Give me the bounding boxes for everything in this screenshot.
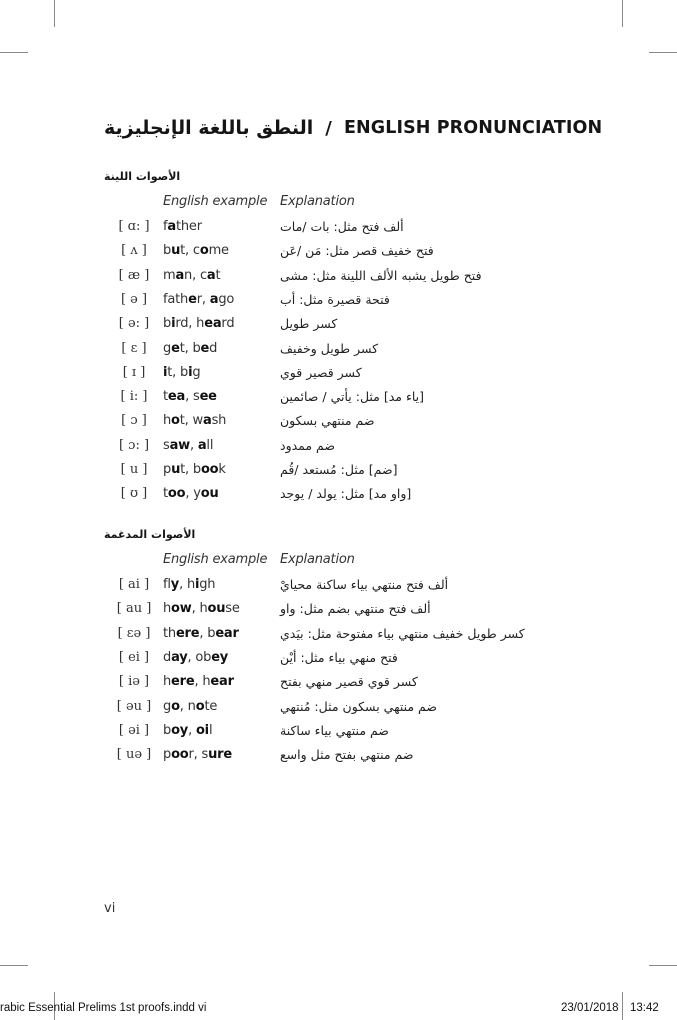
- arabic-explanation: كسر طويل وخفيف: [280, 340, 379, 356]
- ipa-symbol: [ ɔ ]: [121, 413, 147, 429]
- example-highlight: oi: [195, 722, 209, 738]
- crop-mark-top-left: [54, 0, 55, 27]
- example-highlight: oy: [171, 722, 189, 738]
- table-row: [0, 219, 677, 243]
- ipa-symbol: [ ɔ: ]: [118, 437, 150, 453]
- example-text: g: [163, 698, 172, 714]
- ipa-symbol: [ ɪ ]: [122, 364, 146, 380]
- example-highlight: a: [167, 219, 176, 234]
- column-header-example: English example: [163, 194, 268, 209]
- slug-time: 13:42: [630, 1002, 659, 1014]
- example-highlight: ea: [167, 389, 186, 405]
- ipa-symbol: [ ə ]: [120, 291, 148, 307]
- example-text: , y: [185, 486, 201, 502]
- arabic-explanation: ألف فتح منتهي بياء ساكنة محيايْ: [280, 577, 449, 592]
- table-row: [0, 699, 677, 723]
- example-text: t, b: [180, 462, 201, 477]
- ipa-symbol: [ ɑ: ]: [118, 219, 150, 234]
- example-text: s: [163, 437, 170, 453]
- table-row: [0, 438, 677, 462]
- column-header-example-2: English example: [163, 552, 268, 567]
- example-highlight: e: [188, 291, 197, 307]
- example-text: , h: [191, 601, 208, 617]
- ipa-symbol: [ æ ]: [118, 267, 150, 283]
- example-text: se: [225, 601, 240, 617]
- english-example: [163, 486, 219, 501]
- example-highlight: o: [171, 413, 180, 429]
- example-highlight: oo: [171, 747, 189, 763]
- example-highlight: ou: [207, 601, 226, 617]
- crop-mark-top-right: [622, 0, 623, 27]
- ipa-symbol: [ uə ]: [116, 747, 152, 763]
- arabic-explanation: كسر طويل: [280, 316, 338, 332]
- example-text: ,: [189, 437, 198, 453]
- title-separator: /: [325, 117, 332, 139]
- ipa-symbol: [ ʌ ]: [121, 243, 147, 259]
- example-text: l: [208, 722, 213, 738]
- example-text: t, c: [180, 243, 200, 259]
- example-highlight: o: [171, 698, 180, 714]
- example-text: b: [163, 316, 172, 332]
- english-example: [163, 219, 202, 234]
- example-text: t: [163, 486, 168, 502]
- example-text: p: [163, 747, 172, 763]
- example-text: t: [215, 267, 221, 283]
- example-highlight: aw: [169, 437, 190, 453]
- example-text: d: [209, 340, 218, 356]
- example-text: b: [163, 243, 172, 259]
- table-row: [0, 413, 677, 437]
- table-row: [0, 723, 677, 747]
- english-example: [163, 601, 240, 616]
- english-example: [163, 413, 226, 428]
- english-example: [163, 577, 215, 592]
- example-text: t: [163, 389, 168, 405]
- table-row: [0, 747, 677, 771]
- example-text: , ob: [187, 649, 212, 665]
- arabic-explanation: [ضم] مثل: مُستعد /قُم: [280, 462, 398, 477]
- example-text: f: [163, 219, 168, 234]
- example-text: ,: [188, 722, 196, 738]
- example-text: d: [163, 649, 172, 665]
- table-row: [0, 316, 677, 340]
- english-example: [163, 650, 228, 665]
- english-example: [163, 674, 234, 689]
- example-text: rd: [221, 316, 235, 332]
- example-highlight: oo: [200, 462, 219, 477]
- example-text: go: [218, 291, 235, 307]
- example-highlight: i: [194, 577, 200, 592]
- arabic-explanation: ضم منتهي بياء ساكنة: [280, 722, 389, 738]
- example-text: rd, h: [175, 316, 205, 332]
- table-row: [0, 462, 677, 486]
- slug-date: 23/01/2018: [561, 1002, 619, 1014]
- english-example: [163, 268, 220, 283]
- arabic-explanation: ألف فتح منتهي بضم مثل: واو: [280, 601, 431, 617]
- crop-mark-right-top: [649, 52, 677, 53]
- example-highlight: a: [202, 413, 212, 429]
- example-highlight: o: [195, 698, 205, 714]
- ipa-symbol: [ əi ]: [118, 722, 150, 738]
- ipa-symbol: [ ei ]: [118, 649, 150, 665]
- example-text: , h: [179, 577, 195, 592]
- example-text: g: [163, 340, 172, 356]
- arabic-explanation: كسر طويل خفيف منتهي بياء مفتوحة مثل: بيَدي: [280, 625, 525, 641]
- example-highlight: oo: [167, 486, 186, 502]
- example-text: h: [163, 674, 172, 690]
- example-text: , n: [179, 698, 196, 714]
- example-highlight: ay: [171, 649, 188, 665]
- example-text: t, b: [167, 364, 189, 380]
- table-row: [0, 650, 677, 674]
- arabic-explanation: ضم ممدود: [280, 437, 335, 453]
- example-text: gh: [199, 577, 216, 592]
- column-header-explanation-2: Explanation: [280, 552, 355, 567]
- example-text: n, c: [184, 267, 207, 283]
- example-highlight: ere: [175, 625, 200, 641]
- english-example: [163, 438, 213, 453]
- ipa-symbol: [ ʊ ]: [120, 486, 148, 502]
- example-highlight: ear: [215, 625, 239, 641]
- arabic-explanation: فتح منهي بياء مثل: أيْن: [280, 649, 398, 665]
- example-text: me: [208, 243, 229, 259]
- arabic-explanation: ألف فتح مثل: بات /مات: [280, 219, 404, 234]
- table-row: [0, 486, 677, 510]
- example-text: r, s: [188, 747, 209, 763]
- example-highlight: o: [199, 243, 209, 259]
- table-row: [0, 577, 677, 601]
- english-example: [163, 699, 217, 714]
- example-text: ll: [206, 437, 214, 453]
- arabic-explanation: فتح طويل يشبه الألف اللينة مثل: مشى: [280, 267, 482, 283]
- ipa-symbol: [ u ]: [120, 462, 148, 477]
- example-text: t, b: [179, 340, 201, 356]
- example-text: g: [192, 364, 201, 380]
- arabic-explanation: فتحة قصيرة مثل: أب: [280, 291, 390, 307]
- ipa-symbol: [ au ]: [116, 601, 152, 617]
- column-header-explanation: Explanation: [280, 194, 355, 209]
- table-row: [0, 341, 677, 365]
- example-text: fl: [163, 577, 171, 592]
- example-text: , h: [194, 674, 211, 690]
- example-highlight: ee: [199, 389, 217, 405]
- example-highlight: ure: [208, 747, 233, 763]
- example-text: b: [163, 722, 172, 738]
- example-text: , b: [199, 625, 216, 641]
- arabic-explanation: ضم منتهي بسكون: [280, 413, 375, 429]
- arabic-explanation: ضم منتهي بفتح مثل واسع: [280, 747, 414, 763]
- example-highlight: ow: [171, 601, 192, 617]
- example-text: te: [204, 698, 218, 714]
- example-highlight: a: [206, 267, 216, 283]
- example-highlight: ea: [204, 316, 222, 332]
- slug-filename: rabic Essential Prelims 1st proofs.indd vi: [0, 1002, 207, 1014]
- page-title: [104, 114, 603, 142]
- page-number: vi: [104, 901, 116, 916]
- english-example: [163, 723, 212, 738]
- example-text: fath: [163, 291, 189, 307]
- example-highlight: y: [170, 577, 180, 592]
- example-text: ther: [175, 219, 202, 234]
- example-text: th: [163, 625, 176, 641]
- page-title-english: ENGLISH PRONUNCIATION: [343, 118, 603, 138]
- example-highlight: ey: [211, 649, 229, 665]
- english-example: [163, 365, 200, 380]
- example-highlight: ou: [200, 486, 219, 502]
- example-highlight: a: [197, 437, 207, 453]
- example-text: p: [163, 462, 172, 477]
- table-row: [0, 674, 677, 698]
- example-text: t, w: [179, 413, 203, 429]
- ipa-symbol: [ ə: ]: [118, 316, 150, 332]
- arabic-explanation: فتح خفيف قصر مثل: مَن /عَن: [280, 243, 434, 259]
- crop-mark-left-top: [0, 52, 28, 53]
- table-row: [0, 292, 677, 316]
- example-text: h: [163, 601, 172, 617]
- crop-mark-left-bottom: [0, 965, 28, 966]
- table-row: [0, 601, 677, 625]
- example-highlight: ear: [210, 674, 234, 690]
- example-text: sh: [211, 413, 227, 429]
- example-highlight: e: [171, 340, 180, 356]
- english-example: [163, 292, 234, 307]
- crop-mark-bottom-right: [622, 992, 623, 1020]
- example-text: m: [163, 267, 176, 283]
- english-example: [163, 341, 217, 356]
- english-example: [163, 316, 234, 331]
- arabic-explanation: كسر قصير قوي: [280, 364, 362, 380]
- ipa-symbol: [ əu ]: [116, 698, 152, 714]
- page-title-arabic: النطق باللغة الإنجليزية: [104, 117, 314, 139]
- english-example: [163, 747, 232, 762]
- ipa-symbol: [ i: ]: [120, 389, 148, 405]
- ipa-symbol: [ ɛə ]: [117, 625, 151, 641]
- example-highlight: i: [171, 316, 176, 332]
- example-text: k: [218, 462, 226, 477]
- example-text: , s: [185, 389, 200, 405]
- example-highlight: a: [209, 291, 219, 307]
- table-row: [0, 626, 677, 650]
- table-row: [0, 243, 677, 267]
- arabic-explanation: كسر قوي قصير منهي بفتح: [280, 674, 418, 690]
- arabic-explanation: [واو مد] مثل: يولد / يوجد: [280, 486, 412, 502]
- english-example: [163, 462, 226, 477]
- table-row: [0, 268, 677, 292]
- arabic-explanation: [ياء مد] مثل: يأتي / صائمين: [280, 389, 425, 405]
- section-heading-vowels: الأصوات اللينة: [104, 170, 181, 183]
- arabic-explanation: ضم منتهي بسكون مثل: مُنتهي: [280, 698, 437, 714]
- example-highlight: a: [175, 267, 185, 283]
- example-highlight: u: [171, 243, 181, 259]
- example-highlight: ere: [171, 674, 195, 690]
- english-example: [163, 389, 217, 404]
- ipa-symbol: [ ɛ ]: [121, 340, 147, 356]
- english-example: [163, 626, 239, 641]
- table-row: [0, 365, 677, 389]
- example-text: r,: [196, 291, 210, 307]
- table-row: [0, 389, 677, 413]
- ipa-symbol: [ ai ]: [118, 577, 150, 592]
- example-highlight: i: [163, 364, 168, 380]
- example-highlight: i: [188, 364, 193, 380]
- ipa-symbol: [ iə ]: [118, 674, 150, 690]
- crop-mark-right-bottom: [649, 965, 677, 966]
- example-highlight: e: [200, 340, 210, 356]
- example-text: h: [163, 413, 172, 429]
- example-highlight: u: [171, 462, 181, 477]
- english-example: [163, 243, 229, 258]
- section-heading-diphthongs: الأصوات المدغمة: [104, 528, 196, 541]
